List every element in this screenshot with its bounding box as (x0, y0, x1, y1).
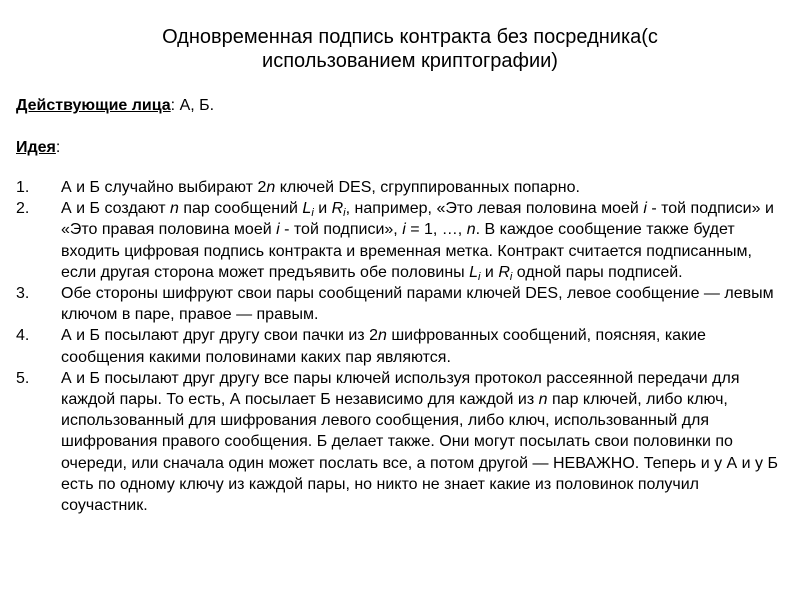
actors-value: А, Б. (179, 97, 215, 114)
step-text: Обе стороны шифруют свои пары сообщений парами ключей DES, левое сообщение — левым ключом в паре, правое — правым. (61, 285, 774, 324)
step-text: А и Б случайно выбирают 2n ключей DES, сгруппированных попарно. (61, 179, 580, 196)
slide-title (60, 25, 760, 73)
step-number: 4. (16, 327, 30, 345)
steps-list (16, 177, 790, 516)
step-number: 3. (16, 285, 30, 303)
step-text: А и Б посылают друг другу все пары ключей используя протокол рассеянной передачи для каждой пары. То есть, А посылает Б независимо для каждой из n пар ключей, либо ключ, использованный для шифрования левого сообщения, либо ключ, использованный для шифрования правого сообщения. Б делает также. Они могут посылать свои половинки по очереди, или сначала один может послать все, а потом другой — НЕВАЖНО. Теперь и у А и у Б есть по одному ключу из каждой пары, но никто не знает какие из половинок получил соучастник. (61, 369, 778, 515)
step-text: А и Б создают n пар сообщений $L_i$ и $R_i$, например, «Это левая половина моей i - той подписи» и «Это правая половина моей i - той подписи», i = 1, …, n. В каждое сообщение также будет входить цифровая подпись контракта и временная метка. Контракт считается подписанным, если другая сторона может предъявить обе половины $L_i$ и $R_i$ одной пары подписей. (61, 200, 774, 283)
step-item (16, 198, 790, 283)
step-number: 2. (16, 200, 30, 218)
step-item (16, 177, 790, 198)
idea-label: Идея (16, 139, 56, 156)
actors-line (16, 96, 214, 116)
slide-title-line-2: использованием криптографии) (262, 50, 558, 72)
step-text: А и Б посылают друг другу свои пачки из 2n шифрованных сообщений, поясняя, какие сообщения какими половинами каких пар являются. (61, 327, 706, 366)
step-item (16, 283, 790, 325)
actors-separator: : (170, 97, 180, 114)
idea-separator: : (55, 139, 61, 156)
slide-title-line-1: Одновременная подпись контракта без посредника(с (162, 26, 658, 48)
step-number: 5. (16, 369, 30, 387)
actors-label: Действующие лица (16, 97, 171, 114)
step-number: 1. (16, 179, 30, 196)
idea-line (16, 138, 60, 158)
step-item (16, 325, 790, 367)
step-item (16, 368, 790, 516)
